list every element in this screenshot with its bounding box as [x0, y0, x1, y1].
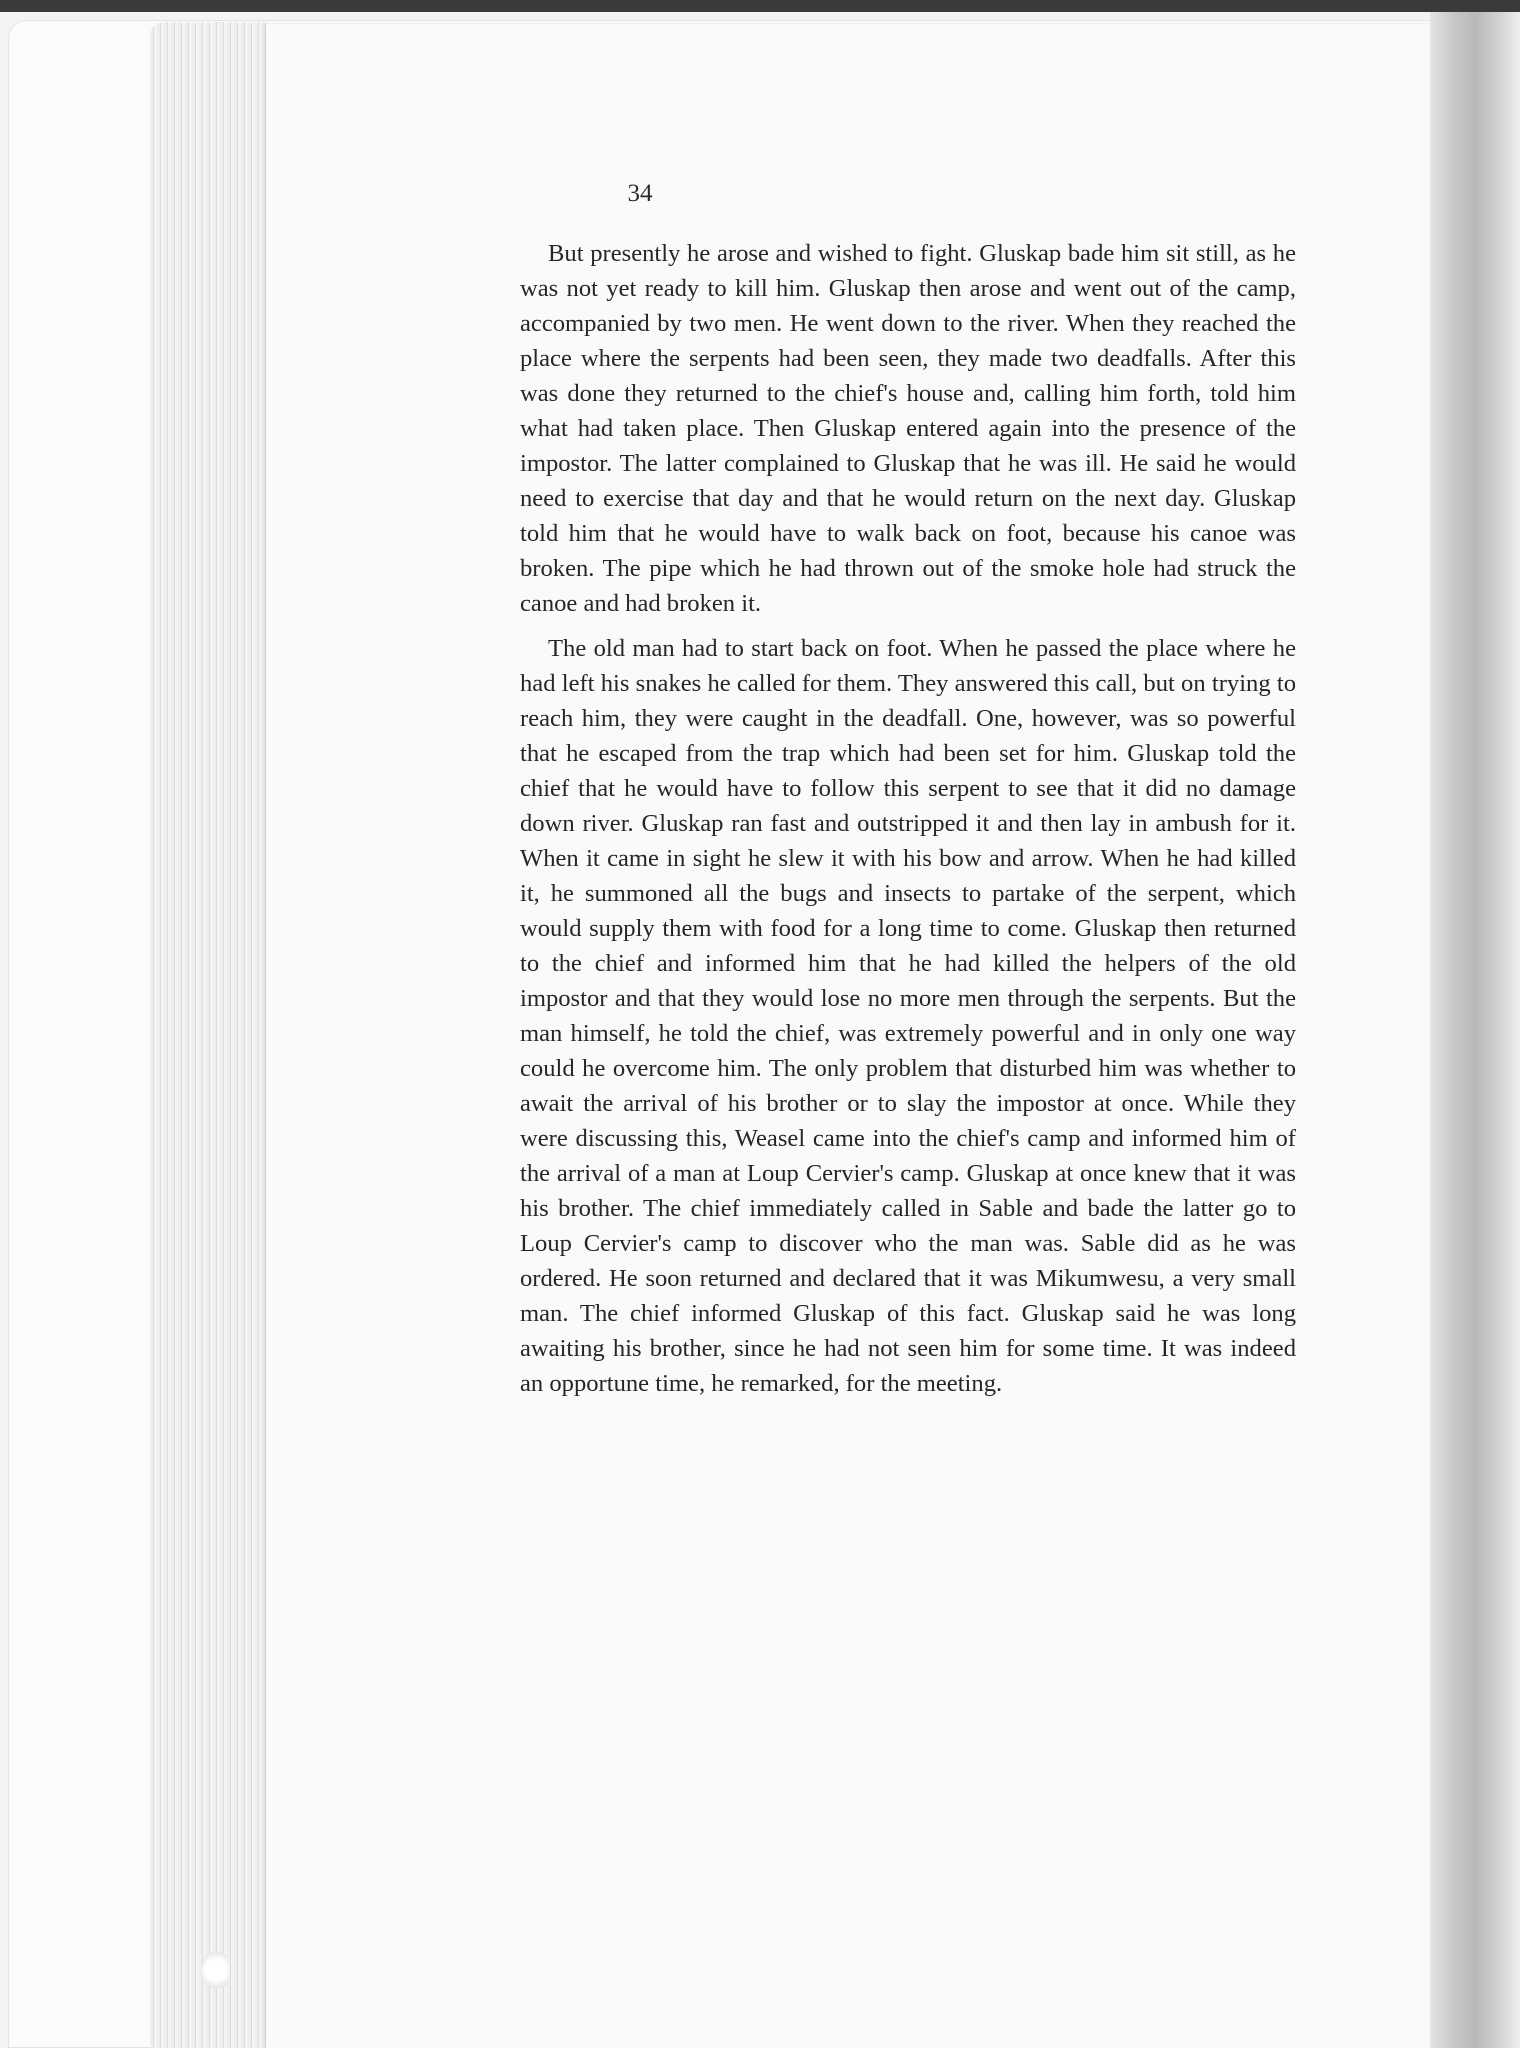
paragraph: The old man had to start back on foot. When he passed the place where he had left his snakes he called for them. They answered this call, but on trying to reach him, they were caught in the deadfall. One, however, was so powerful that he escaped from the trap which had been set for him. Gluskap told the chief that he would have to follow this serpent to see that it did no damage down river. Gluskap ran fast and outstripped it and then lay in ambush for it. When it came in sight he slew it with his bow and arrow. When he had killed it, he summoned all the bugs and insects to partake of the serpent, which would supply them with food for a long time to come. Gluskap then returned to the chief and informed him that he had killed the helpers of the old impostor and that they would lose no more men through the serpents. But the man himself, he told the chief, was extremely powerful and in only one way could he overcome him. The only problem that disturbed him was whether to await the arrival of his brother or to slay the impostor at once. While they were discussing this, Weasel came into the chief's camp and informed him of the arrival of a man at Loup Cervier's camp. Gluskap at once knew that it was his brother. The chief immediately called in Sable and bade the latter go to Loup Cervier's camp to discover who the man was. Sable did as he was ordered. He soon returned and declared that it was Mikumwesu, a very small man. The chief informed Gluskap of this fact. Gluskap said he was long awaiting his brother, since he had not seen him for some time. It was indeed an opportune time, he remarked, for the meeting.	[520, 635, 1296, 1397]
scanner-top-edge	[0, 0, 1520, 12]
gutter-shadow	[1430, 12, 1520, 2048]
page-stack-edges	[150, 22, 268, 2048]
paragraph: But presently he arose and wished to fight. Gluskap bade him sit still, as he was not yet ready to kill him. Gluskap then arose and went out of the camp, accompanied by two men. He went down to the river. When they reached the place where the serpents had been seen, they made two deadfalls. After this was done they returned to the chief's house and, calling him forth, told him what had taken place. Then Gluskap entered again into the presence of the impostor. The latter complained to Gluskap that he was ill. He said he would need to exercise that day and that he would return on the next day. Gluskap told him that he would have to walk back on foot, because his canoe was broken. The pipe which he had thrown out of the smoke hole had struck the canoe and had broken it.	[520, 240, 1296, 617]
body-text	[520, 236, 1296, 1411]
page-corner-mark	[202, 1948, 230, 1992]
page-number: 34	[627, 180, 653, 207]
